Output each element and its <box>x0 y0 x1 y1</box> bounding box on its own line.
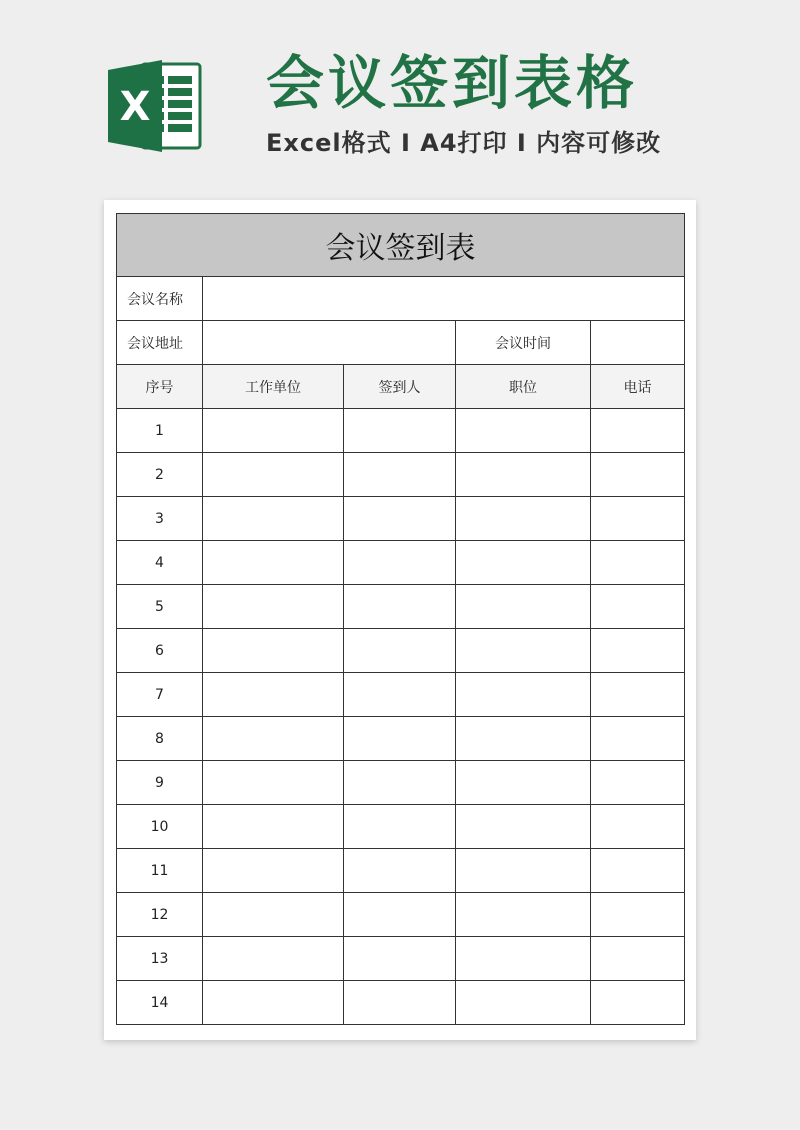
signer-cell[interactable] <box>344 849 456 893</box>
row-number: 12 <box>117 893 203 937</box>
table-row <box>117 893 685 937</box>
table-row <box>117 673 685 717</box>
position-cell[interactable] <box>456 541 591 585</box>
phone-cell[interactable] <box>591 761 685 805</box>
column-header-phone: 电话 <box>591 365 685 409</box>
signer-cell[interactable] <box>344 673 456 717</box>
unit-cell[interactable] <box>203 981 344 1025</box>
row-number: 14 <box>117 981 203 1025</box>
row-number: 10 <box>117 805 203 849</box>
unit-cell[interactable] <box>203 849 344 893</box>
position-cell[interactable] <box>456 761 591 805</box>
meeting-name-label: 会议名称 <box>117 277 203 321</box>
position-cell[interactable] <box>456 629 591 673</box>
unit-cell[interactable] <box>203 893 344 937</box>
signer-cell[interactable] <box>344 761 456 805</box>
phone-cell[interactable] <box>591 453 685 497</box>
signer-cell[interactable] <box>344 805 456 849</box>
meeting-place-cell[interactable] <box>203 321 456 365</box>
position-cell[interactable] <box>456 585 591 629</box>
phone-cell[interactable] <box>591 717 685 761</box>
position-cell[interactable] <box>456 497 591 541</box>
phone-cell[interactable] <box>591 629 685 673</box>
table-row <box>117 409 685 453</box>
signer-cell[interactable] <box>344 981 456 1025</box>
signer-cell[interactable] <box>344 409 456 453</box>
column-header-row <box>117 365 685 409</box>
position-cell[interactable] <box>456 673 591 717</box>
meeting-time-label: 会议时间 <box>456 321 591 365</box>
table-row <box>117 937 685 981</box>
unit-cell[interactable] <box>203 453 344 497</box>
row-number: 8 <box>117 717 203 761</box>
position-cell[interactable] <box>456 937 591 981</box>
meeting-time-cell[interactable] <box>591 321 685 365</box>
sheet-title: 会议签到表 <box>117 214 685 277</box>
table-row <box>117 981 685 1025</box>
table-row <box>117 849 685 893</box>
table-row <box>117 497 685 541</box>
meeting-name-cell[interactable] <box>203 277 685 321</box>
banner-title: 会议签到表格 <box>266 49 639 117</box>
signer-cell[interactable] <box>344 629 456 673</box>
row-number: 2 <box>117 453 203 497</box>
table-row <box>117 805 685 849</box>
unit-cell[interactable] <box>203 585 344 629</box>
unit-cell[interactable] <box>203 805 344 849</box>
logo-letter: X <box>119 84 151 130</box>
phone-cell[interactable] <box>591 805 685 849</box>
position-cell[interactable] <box>456 409 591 453</box>
row-number: 3 <box>117 497 203 541</box>
column-header-position: 职位 <box>456 365 591 409</box>
column-header-unit: 工作单位 <box>203 365 344 409</box>
row-number: 11 <box>117 849 203 893</box>
banner <box>0 0 800 200</box>
unit-cell[interactable] <box>203 541 344 585</box>
position-cell[interactable] <box>456 453 591 497</box>
unit-cell[interactable] <box>203 761 344 805</box>
row-number: 1 <box>117 409 203 453</box>
row-number: 13 <box>117 937 203 981</box>
row-number: 7 <box>117 673 203 717</box>
table-row <box>117 541 685 585</box>
phone-cell[interactable] <box>591 673 685 717</box>
unit-cell[interactable] <box>203 937 344 981</box>
banner-subtitle: Excel格式 I A4打印 I 内容可修改 <box>266 129 662 157</box>
signer-cell[interactable] <box>344 585 456 629</box>
signer-cell[interactable] <box>344 497 456 541</box>
phone-cell[interactable] <box>591 541 685 585</box>
phone-cell[interactable] <box>591 849 685 893</box>
phone-cell[interactable] <box>591 497 685 541</box>
excel-logo-icon <box>104 56 204 156</box>
signer-cell[interactable] <box>344 717 456 761</box>
column-header-signer: 签到人 <box>344 365 456 409</box>
phone-cell[interactable] <box>591 409 685 453</box>
table-row <box>117 629 685 673</box>
signer-cell[interactable] <box>344 893 456 937</box>
unit-cell[interactable] <box>203 497 344 541</box>
unit-cell[interactable] <box>203 717 344 761</box>
position-cell[interactable] <box>456 981 591 1025</box>
sign-in-table <box>116 213 685 1025</box>
column-header-no: 序号 <box>117 365 203 409</box>
unit-cell[interactable] <box>203 673 344 717</box>
unit-cell[interactable] <box>203 409 344 453</box>
meeting-place-label: 会议地址 <box>117 321 203 365</box>
row-number: 4 <box>117 541 203 585</box>
position-cell[interactable] <box>456 849 591 893</box>
table-row <box>117 453 685 497</box>
row-number: 6 <box>117 629 203 673</box>
signer-cell[interactable] <box>344 453 456 497</box>
row-number: 5 <box>117 585 203 629</box>
row-number: 9 <box>117 761 203 805</box>
position-cell[interactable] <box>456 717 591 761</box>
phone-cell[interactable] <box>591 585 685 629</box>
table-row <box>117 717 685 761</box>
table-row <box>117 585 685 629</box>
signer-cell[interactable] <box>344 937 456 981</box>
phone-cell[interactable] <box>591 937 685 981</box>
position-cell[interactable] <box>456 893 591 937</box>
table-row <box>117 761 685 805</box>
phone-cell[interactable] <box>591 893 685 937</box>
phone-cell[interactable] <box>591 981 685 1025</box>
sheet-page <box>104 200 696 1040</box>
position-cell[interactable] <box>456 805 591 849</box>
signer-cell[interactable] <box>344 541 456 585</box>
unit-cell[interactable] <box>203 629 344 673</box>
